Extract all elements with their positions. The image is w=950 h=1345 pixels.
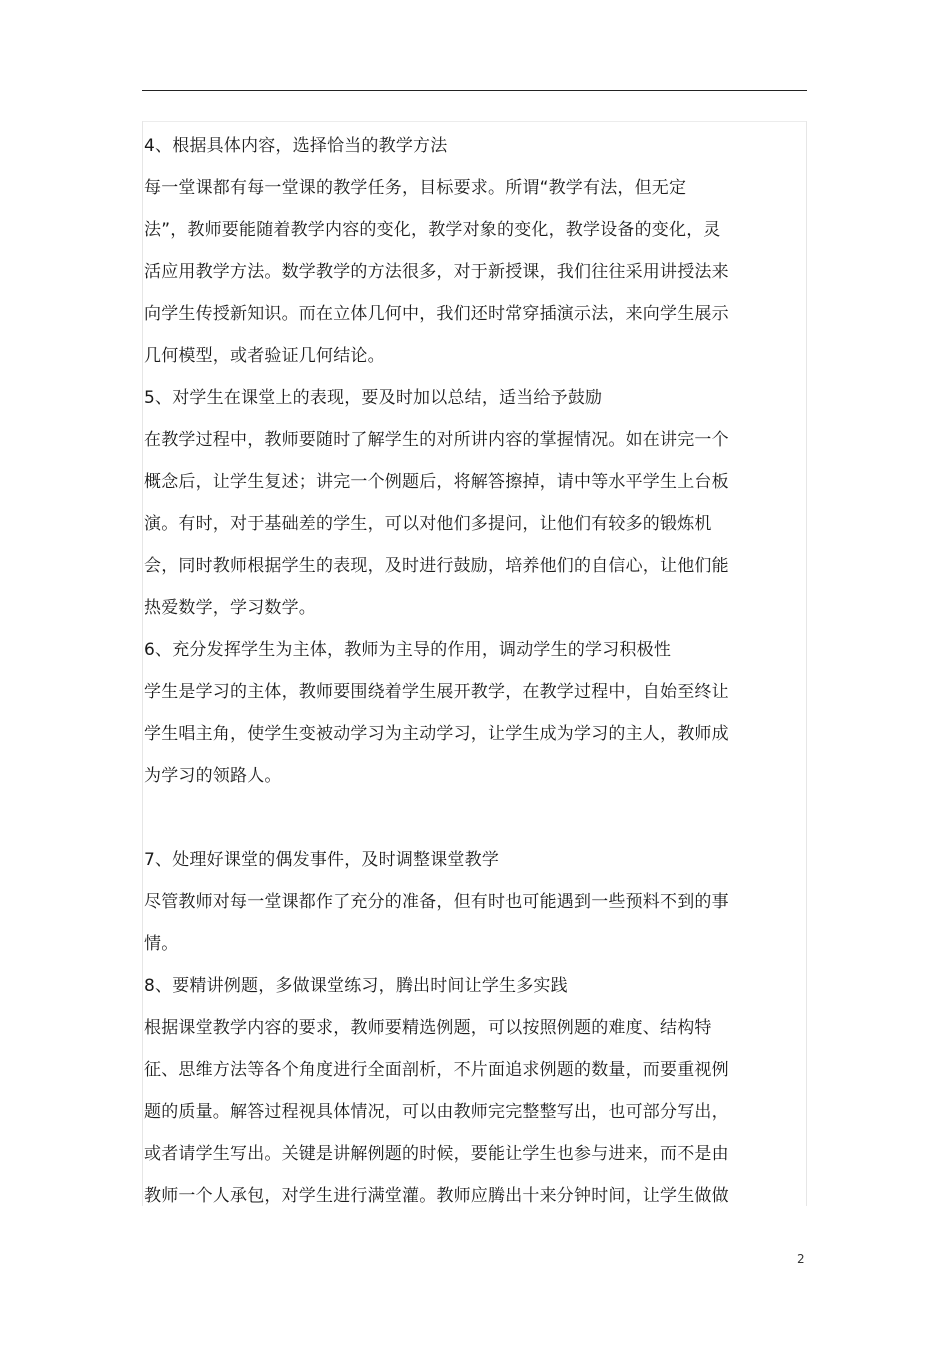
paragraph-line: 在教学过程中，教师要随时了解学生的对所讲内容的掌握情况。如在讲完一个 [144,430,729,450]
heading-4: 4、根据具体内容，选择恰当的教学方法 [144,136,448,156]
content-frame-top [142,121,807,122]
paragraph-line: 会，同时教师根据学生的表现，及时进行鼓励，培养他们的自信心，让他们能 [144,556,729,576]
paragraph-line: 尽管教师对每一堂课都作了充分的准备，但有时也可能遇到一些预料不到的事 [144,892,729,912]
paragraph-line: 教师一个人承包，对学生进行满堂灌。教师应腾出十来分钟时间，让学生做做 [144,1186,729,1206]
paragraph-line: 或者请学生写出。关键是讲解例题的时候，要能让学生也参与进来，而不是由 [144,1144,729,1164]
paragraph-line: 学生是学习的主体，教师要围绕着学生展开教学，在教学过程中，自始至终让 [144,682,729,702]
paragraph-line: 题的质量。解答过程视具体情况，可以由教师完完整整写出，也可部分写出， [144,1102,729,1122]
paragraph-line: 演。有时，对于基础差的学生，可以对他们多提问，让他们有较多的锻炼机 [144,514,712,534]
paragraph-line: 征、思维方法等各个角度进行全面剖析，不片面追求例题的数量，而要重视例 [144,1060,729,1080]
heading-5: 5、对学生在课堂上的表现，要及时加以总结，适当给予鼓励 [144,388,603,408]
paragraph-line: 根据课堂教学内容的要求，教师要精选例题，可以按照例题的难度、结构特 [144,1018,712,1038]
content-frame-right [806,121,807,1206]
paragraph-line: 向学生传授新知识。而在立体几何中，我们还时常穿插演示法，来向学生展示 [144,304,729,324]
paragraph-line: 概念后，让学生复述；讲完一个例题后，将解答擦掉，请中等水平学生上台板 [144,472,729,492]
paragraph-line: 情。 [144,934,179,954]
paragraph-line: 热爱数学，学习数学。 [144,598,316,618]
header-rule [142,90,807,91]
heading-6: 6、充分发挥学生为主体，教师为主导的作用，调动学生的学习积极性 [144,640,672,660]
paragraph-line: 几何模型，或者验证几何结论。 [144,346,385,366]
heading-7: 7、处理好课堂的偶发事件，及时调整课堂教学 [144,850,500,870]
heading-8: 8、要精讲例题，多做课堂练习，腾出时间让学生多实践 [144,976,568,996]
paragraph-line: 活应用教学方法。数学教学的方法很多，对于新授课，我们往往采用讲授法来 [144,262,729,282]
paragraph-line: 为学习的领路人。 [144,766,282,786]
paragraph-line: 学生唱主角，使学生变被动学习为主动学习，让学生成为学习的主人，教师成 [144,724,729,744]
paragraph-line: 每一堂课都有每一堂课的教学任务，目标要求。所谓“教学有法，但无定 [144,178,687,198]
paragraph-line: 法”，教师要能随着教学内容的变化，教学对象的变化，教学设备的变化，灵 [144,220,721,240]
content-frame-left [142,121,143,1206]
page-number: 2 [797,1252,805,1266]
